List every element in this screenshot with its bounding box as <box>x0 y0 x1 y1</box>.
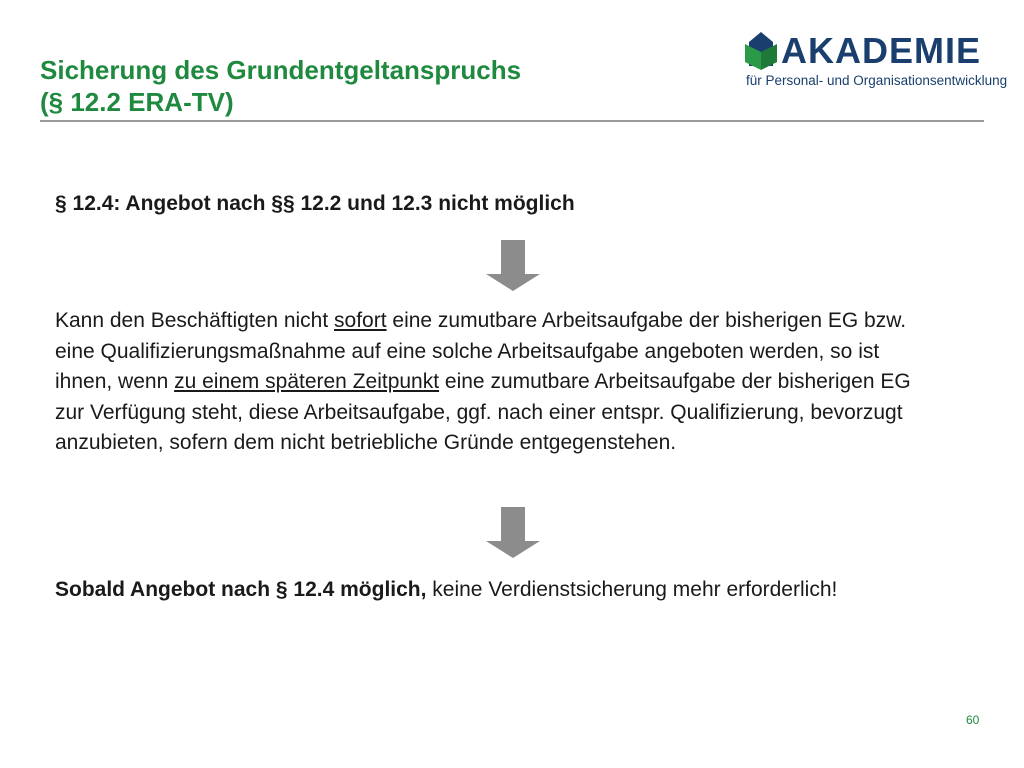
underlined-spaeteren-zeitpunkt: zu einem späteren Zeitpunkt <box>174 370 440 393</box>
slide-title-line1: Sicherung des Grundentgeltanspruchs <box>40 55 522 85</box>
paragraph-text-2: eine zumutbare Arbeitsaufgabe der bisherigen EG bzw. eine Qualifizierungsmaßnahme auf eine solche Arbeitsaufgabe angeboten werden, so ist ihnen, wenn <box>55 309 907 393</box>
header-divider <box>40 120 984 122</box>
section-heading: § 12.4: Angebot nach §§ 12.2 und 12.3 nicht möglich <box>55 192 575 215</box>
body-paragraph <box>55 306 935 459</box>
down-arrow-icon <box>485 240 541 292</box>
akademie-logo <box>743 30 1008 90</box>
down-arrow-icon <box>485 507 541 559</box>
paragraph-text-1: Kann den Beschäftigten nicht <box>55 309 335 332</box>
slide-title-line2: (§ 12.2 ERA-TV) <box>40 87 234 117</box>
conclusion-rest: keine Verdienstsicherung mehr erforderlich! <box>426 578 838 601</box>
logo-house-icon <box>743 32 779 72</box>
logo-wordmark: AKADEMIE <box>781 30 982 71</box>
conclusion-text <box>55 575 935 606</box>
slide-title <box>40 54 521 118</box>
underlined-sofort: sofort <box>334 309 387 332</box>
conclusion-bold: Sobald Angebot nach § 12.4 möglich, <box>55 578 427 601</box>
page-number: 60 <box>966 713 980 727</box>
paragraph-text-3: eine zumutbare Arbeitsaufgabe der bisherigen EG zur Verfügung steht, diese Arbeitsaufgabe, ggf. nach einer entspr. Qualifizierung, bevorzugt anzubieten, sofern dem nicht betriebliche Gründe entgegenstehen. <box>55 370 911 454</box>
logo-tagline: für Personal- und Organisationsentwicklung <box>746 73 1008 88</box>
